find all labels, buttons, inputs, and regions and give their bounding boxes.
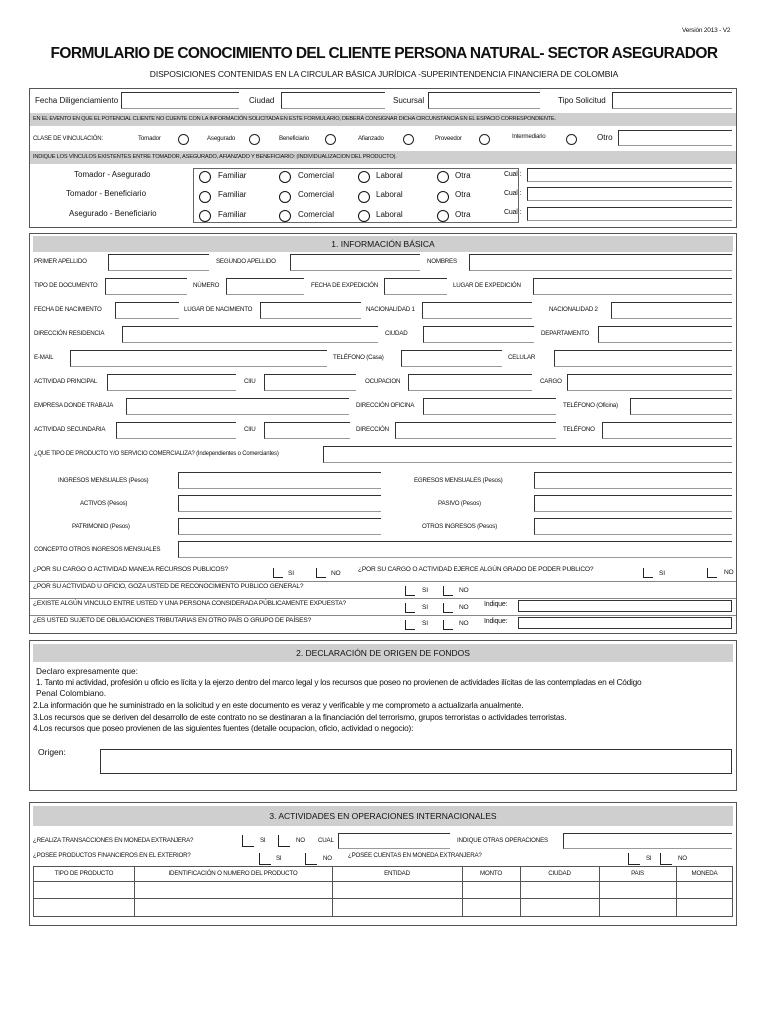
col-moneda: MONEDA xyxy=(691,870,718,877)
col-tipo-producto: TIPO DE PRODUCTO xyxy=(54,870,114,877)
numero-label: NÚMERO xyxy=(193,282,220,289)
fecha-expedicion-field[interactable] xyxy=(384,278,447,295)
q-divider-1 xyxy=(30,581,736,582)
tipo-documento-label: TIPO DE DOCUMENTO xyxy=(34,282,98,289)
v3-familiar: Familiar xyxy=(218,210,247,219)
clase-intermediario-radio[interactable] xyxy=(566,134,577,145)
v2-laboral-radio[interactable] xyxy=(358,191,370,203)
lugar-expedicion-field[interactable] xyxy=(533,278,732,295)
q4-indique-field[interactable] xyxy=(518,600,732,612)
col-entidad: ENTIDAD xyxy=(384,870,410,877)
clase-beneficiario-radio[interactable] xyxy=(325,134,336,145)
v1-laboral: Laboral xyxy=(376,171,403,180)
telefono-casa-label: TELÉFONO (Casa) xyxy=(333,354,384,361)
vinculos-text: INDIQUE LOS VÍNCULOS EXISTENTES ENTRE TOMADOR, ASEGURADO, AFIANZADO Y BENEFICIARIO: (INDIVIDUALIZACION DEL PRODUCTO). xyxy=(33,154,397,160)
sucursal-label: Sucursal xyxy=(393,96,425,105)
s3-q3-si: SI xyxy=(646,855,652,862)
q2-no: NO xyxy=(724,569,734,576)
clase-intermediario: Intermediario xyxy=(512,133,546,140)
patrimonio-label: PATRIMONIO (Pesos) xyxy=(72,523,130,530)
clase-beneficiario: Beneficiario xyxy=(279,135,309,142)
fecha-field[interactable] xyxy=(121,92,239,109)
actividad-principal-label: ACTIVIDAD PRINCIPAL xyxy=(34,378,98,385)
section-1-title: 1. INFORMACIÓN BÁSICA xyxy=(33,236,733,252)
s3-q2-label: ¿POSEE PRODUCTOS FINANCIEROS EN EL EXTERIOR? xyxy=(33,852,191,859)
v3-cual-field[interactable] xyxy=(527,207,732,221)
clase-asegurado: Asegurado xyxy=(207,135,236,142)
q3-no: NO xyxy=(459,587,469,594)
producto-servicio-field[interactable] xyxy=(323,446,732,463)
v3-familiar-radio[interactable] xyxy=(199,210,211,222)
clase-proveedor-radio[interactable] xyxy=(479,134,490,145)
v1-otra-radio[interactable] xyxy=(437,171,449,183)
nacionalidad1-field[interactable] xyxy=(422,302,532,319)
nacionalidad2-field[interactable] xyxy=(611,302,732,319)
producto-servicio-label: ¿QUE TIPO DE PRODUCTO Y/O SERVICIO COMERCIALIZA? (Independientes o Comerciantes) xyxy=(34,451,279,457)
v2-laboral: Laboral xyxy=(376,190,403,199)
v2-otra: Otra xyxy=(455,190,471,199)
v1-comercial: Comercial xyxy=(298,171,335,180)
s3-q2-no-checkbox[interactable] xyxy=(305,853,317,865)
v1-comercial-radio[interactable] xyxy=(279,171,291,183)
q1-no-checkbox[interactable] xyxy=(316,568,326,578)
primer-apellido-field[interactable] xyxy=(108,254,209,271)
q2-label: ¿POR SU CARGO O ACTIVIDAD EJERCE ALGÚN GRADO DE PODER PUBLICO? xyxy=(358,566,594,573)
form-title: FORMULARIO DE CONOCIMIENTO DEL CLIENTE PERSONA NATURAL- SECTOR ASEGURADOR xyxy=(50,45,718,62)
form-subtitle: DISPOSICIONES CONTENIDAS EN LA CIRCULAR BÁSICA JURÍDICA -SUPERINTENDENCIA FINANCIERA DE COLOMBIA xyxy=(149,69,619,79)
otros-ingresos-field[interactable] xyxy=(534,518,732,535)
v3-comercial-radio[interactable] xyxy=(279,210,291,222)
s3-otras-ops-label: INDIQUE OTRAS OPERACIONES xyxy=(457,837,548,844)
actividad-secundaria-field[interactable] xyxy=(116,422,236,439)
v2-cual-field[interactable] xyxy=(527,187,732,201)
q3-no-checkbox[interactable] xyxy=(443,586,453,596)
clase-asegurado-radio[interactable] xyxy=(249,134,260,145)
ciudad-label: Ciudad xyxy=(249,96,275,105)
q4-si-checkbox[interactable] xyxy=(405,603,415,613)
q4-no-checkbox[interactable] xyxy=(443,603,453,613)
declaracion-p1b: Penal Colombiano. xyxy=(36,688,107,698)
q1-si-checkbox[interactable] xyxy=(273,568,283,578)
email-field[interactable] xyxy=(70,350,327,367)
pasivo-label: PASIVO (Pesos) xyxy=(438,500,481,507)
section-2-title: 2. DECLARACIÓN DE ORIGEN DE FONDOS xyxy=(33,644,733,662)
products-table-header-line xyxy=(33,881,733,882)
fecha-nacimiento-field[interactable] xyxy=(115,302,179,319)
telefono-oficina-label: TELÉFONO (Oficina) xyxy=(563,402,618,409)
ocupacion-label: OCUPACION xyxy=(365,378,401,385)
q3-label: ¿POR SU ACTIVIDAD U OFICIO, GOZA USTED DE RECONOCIMIENTO PUBLICO GENERAL? xyxy=(33,583,304,590)
q5-si: SI xyxy=(422,620,428,627)
fecha-label: Fecha Diligenciamiento xyxy=(35,96,119,105)
products-table-row-line xyxy=(33,898,733,899)
direccion2-field[interactable] xyxy=(395,422,556,439)
lugar-nacimiento-label: LUGAR DE NACIMIENTO xyxy=(184,306,253,313)
notice-text: EN EL EVENTO EN QUE EL POTENCIAL CLIENTE NO CUENTE CON LA INFORMACIÓN SOLICITADA EN ESTE FORMULARIO, DEBERÁ CONSIGNAR DICHA CIRCUNSTANCIA EN EL ESPACIO CORRESPONDIENTE. xyxy=(33,116,556,122)
direccion-residencia-field[interactable] xyxy=(122,326,378,343)
declaracion-p3: 3.Los recursos que se deriven del desarrollo de este contrato no se destinaran a la financiación del terrorismo, grupos terroristas o actividades terroristas. xyxy=(33,712,567,722)
q5-label: ¿ES USTED SUJETO DE OBLIGACIONES TRIBUTARIAS EN OTRO PAÍS O GRUPO DE PAÍSES? xyxy=(33,617,312,624)
v2-familiar-radio[interactable] xyxy=(199,191,211,203)
v2-familiar: Familiar xyxy=(218,190,247,199)
declaracion-p2: 2.La información que he suministrado en la solicitud y en este documento es veraz y verificable y me comprometo a actualizarla anualmente. xyxy=(33,700,524,710)
s3-q2-si-checkbox[interactable] xyxy=(259,853,271,865)
activos-field[interactable] xyxy=(178,495,381,512)
declaro-label: Declaro expresamente que: xyxy=(36,666,138,676)
concepto-otros-label: CONCEPTO OTROS INGRESOS MENSUALES xyxy=(34,546,161,553)
s3-q3-no: NO xyxy=(678,855,687,862)
direccion-oficina-label: DIRECCIÓN OFICINA xyxy=(356,402,415,409)
v3-laboral: Laboral xyxy=(376,210,403,219)
s3-q3-no-checkbox[interactable] xyxy=(660,853,672,865)
actividad-secundaria-label: ACTIVIDAD SECUNDARIA xyxy=(34,426,106,433)
v2-comercial: Comercial xyxy=(298,190,335,199)
ciudad-res-field[interactable] xyxy=(423,326,534,343)
q2-si: SI xyxy=(659,570,665,577)
declaracion-p1: 1. Tanto mi actividad, profesión u oficio es lícita y la ejerzo dentro del marco legal y los recursos que poseo no provienen de actividades ilícitas de las contempladas en el Código xyxy=(36,677,642,687)
q4-si: SI xyxy=(422,604,428,611)
q4-indique-label: Indique: xyxy=(484,601,508,608)
segundo-apellido-label: SEGUNDO APELLIDO xyxy=(216,258,276,265)
q2-no-checkbox[interactable] xyxy=(707,568,717,578)
s3-cual-field[interactable] xyxy=(338,833,450,849)
ciudad-field[interactable] xyxy=(281,92,385,109)
celular-label: CELULAR xyxy=(508,354,536,361)
clase-proveedor: Proveedor xyxy=(435,135,462,142)
q2-si-checkbox[interactable] xyxy=(643,568,653,578)
empresa-field[interactable] xyxy=(126,398,349,415)
telefono2-field[interactable] xyxy=(602,422,732,439)
egresos-label: EGRESOS MENSUALES (Pesos) xyxy=(414,477,503,484)
s3-q3-si-checkbox[interactable] xyxy=(628,853,640,865)
col-pais: PAIS xyxy=(631,870,644,877)
celular-field[interactable] xyxy=(554,350,732,367)
v3-laboral-radio[interactable] xyxy=(358,210,370,222)
v1-familiar: Familiar xyxy=(218,171,247,180)
nombres-field[interactable] xyxy=(469,254,732,271)
declaracion-p4: 4.Los recursos que poseo provienen de las siguientes fuentes (detalle ocupacion, oficio, actividad o negocio): xyxy=(33,723,414,733)
ingresos-label: INGRESOS MENSUALES (Pesos) xyxy=(58,477,149,484)
origen-label: Origen: xyxy=(38,747,66,757)
s3-q2-no: NO xyxy=(323,855,332,862)
segundo-apellido-field[interactable] xyxy=(290,254,420,271)
q1-no: NO xyxy=(331,570,341,577)
col-monto: MONTO xyxy=(480,870,502,877)
fecha-nacimiento-label: FECHA DE NACIMIENTO xyxy=(34,306,102,313)
s3-cual-label: CUAL xyxy=(318,837,334,844)
q-divider-2 xyxy=(30,598,736,599)
clase-afianzado-radio[interactable] xyxy=(403,134,414,145)
q1-si: SI xyxy=(288,570,294,577)
sucursal-field[interactable] xyxy=(428,92,540,109)
primer-apellido-label: PRIMER APELLIDO xyxy=(34,258,87,265)
q-divider-3 xyxy=(30,615,736,616)
q5-si-checkbox[interactable] xyxy=(405,620,415,630)
s3-q2-si: SI xyxy=(276,855,282,862)
s3-q1-si: SI xyxy=(260,837,266,844)
s3-q1-no-checkbox[interactable] xyxy=(278,835,290,847)
s3-q1-si-checkbox[interactable] xyxy=(242,835,254,847)
email-label: E-MAIL xyxy=(34,354,54,361)
lugar-nacimiento-field[interactable] xyxy=(260,302,361,319)
v1-familiar-radio[interactable] xyxy=(199,171,211,183)
pasivo-field[interactable] xyxy=(534,495,732,512)
s3-q3-label: ¿POSEE CUENTAS EN MONEDA EXTRANJERA? xyxy=(348,852,482,859)
q1-label: ¿POR SU CARGO O ACTIVIDAD MANEJA RECURSOS PUBLICOS? xyxy=(33,566,228,573)
v3-otra-radio[interactable] xyxy=(437,210,449,222)
direccion-oficina-field[interactable] xyxy=(423,398,556,415)
ciiu2-field[interactable] xyxy=(264,422,350,439)
v3-otra: Otra xyxy=(455,210,471,219)
cargo-label: CARGO xyxy=(540,378,562,385)
telefono-casa-field[interactable] xyxy=(401,350,502,367)
tipo-solicitud-field[interactable] xyxy=(612,92,732,109)
activos-label: ACTIVOS (Pesos) xyxy=(80,500,128,507)
col-identificacion: IDENTIFICACIÓN O NUMERO DEL PRODUCTO xyxy=(168,870,298,877)
q5-no: NO xyxy=(459,620,469,627)
q3-si-checkbox[interactable] xyxy=(405,586,415,596)
otro-label: Otro xyxy=(597,133,613,142)
v2-comercial-radio[interactable] xyxy=(279,191,291,203)
empresa-label: EMPRESA DONDE TRABAJA xyxy=(34,402,114,409)
concepto-otros-field[interactable] xyxy=(178,541,732,558)
vinculo-row-3-label: Asegurado - Beneficiario xyxy=(69,209,157,218)
s3-otras-ops-field[interactable] xyxy=(563,833,732,849)
q4-label: ¿EXISTE ALGÚN VINCULO ENTRE USTED Y UNA PERSONA CONSIDERADA PÚBLICAMENTE EXPUESTA? xyxy=(33,600,347,607)
nacionalidad1-label: NACIONALIDAD 1 xyxy=(366,306,415,313)
numero-field[interactable] xyxy=(226,278,304,295)
origen-field[interactable] xyxy=(100,749,732,774)
departamento-field[interactable] xyxy=(598,326,732,343)
q5-indique-field[interactable] xyxy=(518,617,732,629)
otros-ingresos-label: OTROS INGRESOS (Pesos) xyxy=(422,523,498,530)
version-label: Versión 2013 - V2 xyxy=(682,27,731,34)
nombres-label: NOMBRES xyxy=(427,258,457,265)
otro-field[interactable] xyxy=(618,130,732,146)
telefono-oficina-field[interactable] xyxy=(630,398,732,415)
v1-otra: Otra xyxy=(455,171,471,180)
v3-cual-label: Cual : xyxy=(504,209,522,216)
actividad-principal-field[interactable] xyxy=(107,374,236,391)
ocupacion-field[interactable] xyxy=(408,374,532,391)
v1-cual-field[interactable] xyxy=(527,168,732,182)
departamento-label: DEPARTAMENTO xyxy=(541,330,590,337)
ciiu-field[interactable] xyxy=(264,374,356,391)
cargo-field[interactable] xyxy=(567,374,732,391)
lugar-expedicion-label: LUGAR DE EXPEDICIÓN xyxy=(453,282,521,289)
telefono2-label: TELÉFONO xyxy=(563,426,595,433)
ciiu-label: CIIU xyxy=(244,378,256,385)
v3-comercial: Comercial xyxy=(298,210,335,219)
v1-laboral-radio[interactable] xyxy=(358,171,370,183)
egresos-field[interactable] xyxy=(534,472,732,489)
direccion-residencia-label: DIRECCIÓN RESIDENCIA xyxy=(34,330,105,337)
ciiu2-label: CIIU xyxy=(244,426,256,433)
patrimonio-field[interactable] xyxy=(178,518,381,535)
q5-indique-label: Indique: xyxy=(484,618,508,625)
q3-si: SI xyxy=(422,587,428,594)
ingresos-field[interactable] xyxy=(178,472,381,489)
clase-tomador-radio[interactable] xyxy=(178,134,189,145)
clase-label: CLASE DE VINCULACIÓN: xyxy=(33,136,103,142)
nacionalidad2-label: NACIONALIDAD 2 xyxy=(549,306,598,313)
clase-tomador: Tomador xyxy=(138,135,161,142)
q4-no: NO xyxy=(459,604,469,611)
col-ciudad: CIUDAD xyxy=(548,870,571,877)
tipo-documento-field[interactable] xyxy=(105,278,187,295)
ciudad-res-label: CIUDAD xyxy=(385,330,408,337)
s3-q1-no: NO xyxy=(296,837,305,844)
v1-cual-label: Cual : xyxy=(504,171,522,178)
q5-no-checkbox[interactable] xyxy=(443,620,453,630)
v2-otra-radio[interactable] xyxy=(437,191,449,203)
clase-afianzado: Afianzado xyxy=(358,135,384,142)
v2-cual-label: Cual : xyxy=(504,190,522,197)
tipo-solicitud-label: Tipo Solicitud xyxy=(558,96,606,105)
vinculo-row-2-label: Tomador - Beneficiario xyxy=(66,189,147,198)
section-3-title: 3. ACTIVIDADES EN OPERACIONES INTERNACIONALES xyxy=(33,806,733,826)
vinculo-row-1-label: Tomador - Asegurado xyxy=(74,170,151,179)
fecha-expedicion-label: FECHA DE EXPEDICIÓN xyxy=(311,282,379,289)
s3-q1-label: ¿REALIZA TRANSACCIONES EN MONEDA EXTRANJERA? xyxy=(33,837,194,844)
direccion2-label: DIRECCIÓN xyxy=(356,426,389,433)
